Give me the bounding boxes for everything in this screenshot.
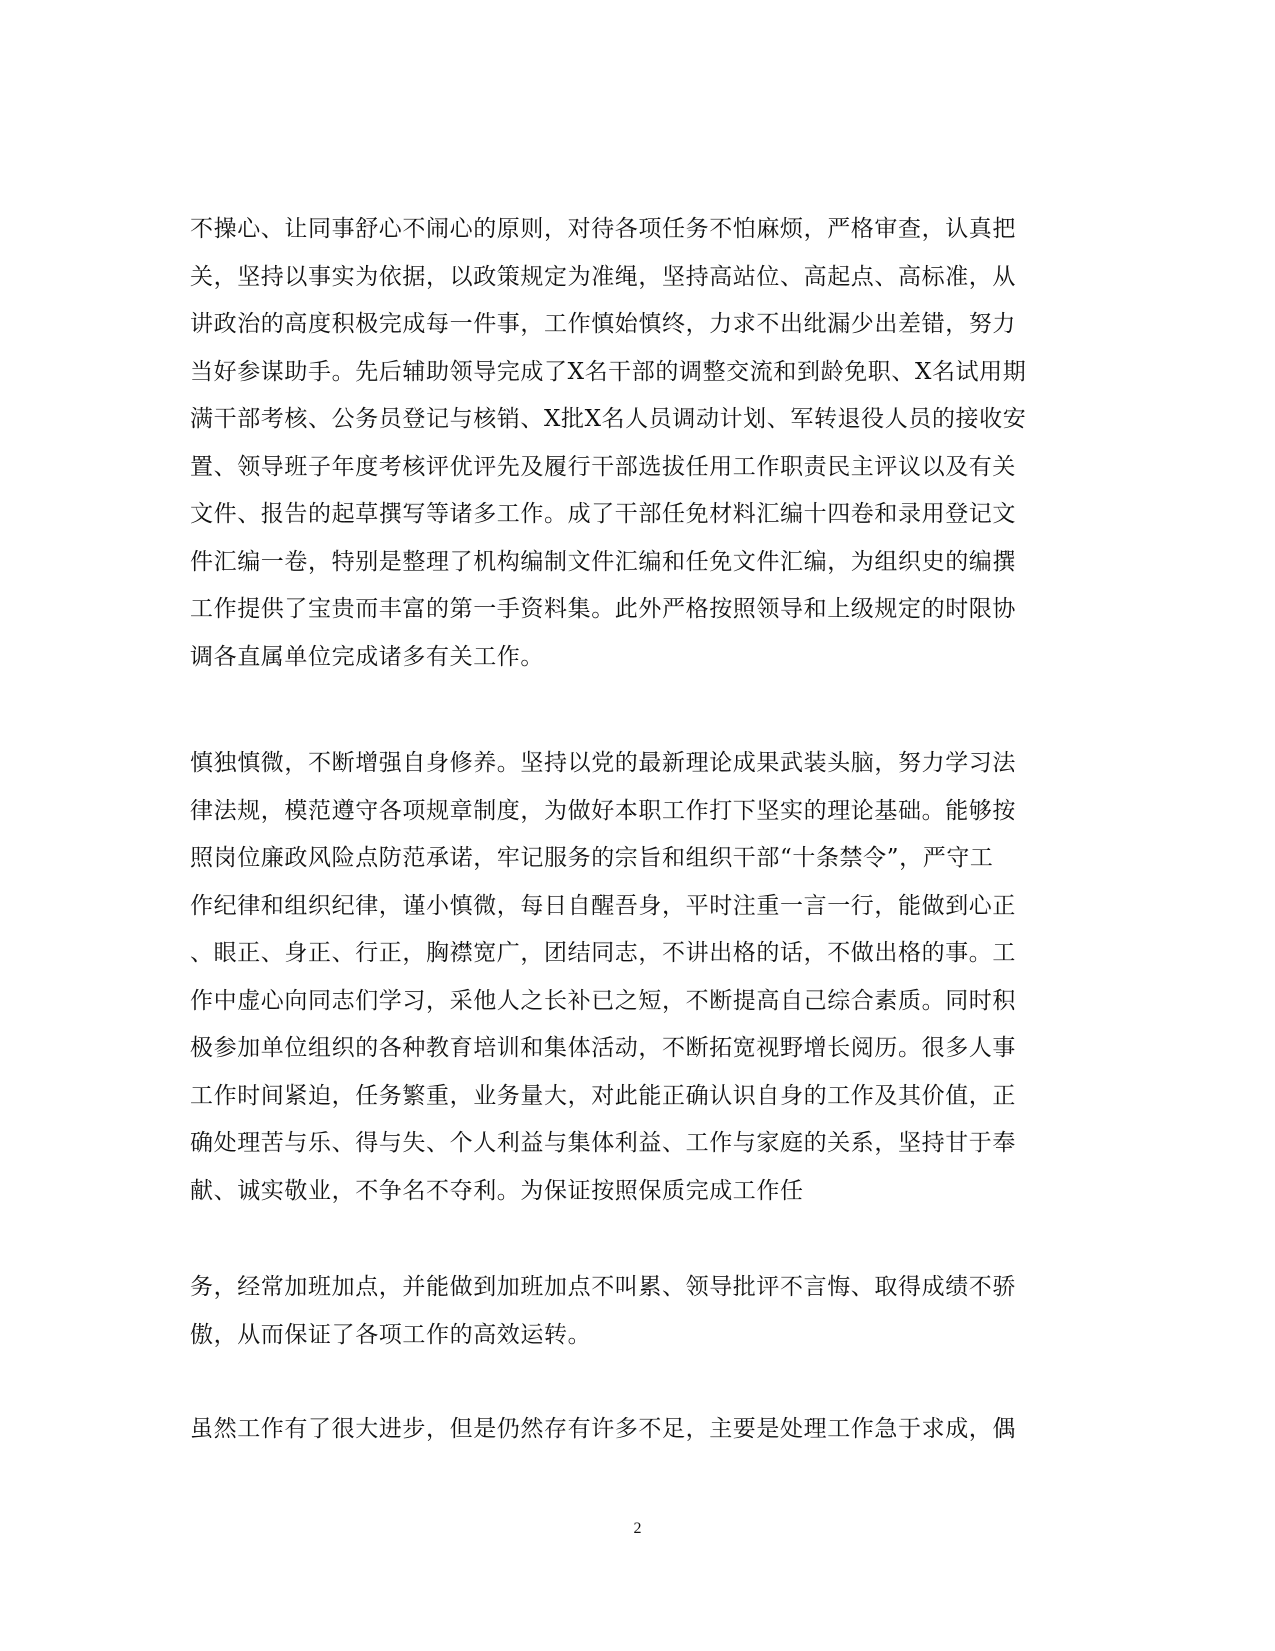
text-line: 慎独慎微，不断增强自身修养。坚持以党的最新理论成果武装头脑，努力学习法 — [190, 750, 1016, 776]
text-line: 极参加单位组织的各种教育培训和集体活动，不断拓宽视野增长阅历。很多人事 — [190, 1035, 1016, 1061]
text-line: 件汇编一卷，特别是整理了机构编制文件汇编和任免文件汇编，为组织史的编撰 — [190, 548, 1016, 575]
text-line: 确处理苦与乐、得与失、个人利益与集体利益、工作与家庭的关系，坚持甘于奉 — [190, 1130, 1016, 1156]
text-line: 不操心、让同事舒心不闹心的原则，对待各项任务不怕麻烦，严格审查，认真把 — [190, 216, 1016, 242]
text-line: 调各直属单位完成诸多有关工作。 — [190, 643, 544, 670]
text-line: 讲政治的高度积极完成每一件事，工作慎始慎终，力求不出纰漏少出差错，努力 — [190, 311, 1016, 337]
text-line: 工作时间紧迫，任务繁重，业务量大，对此能正确认识自身的工作及其价值，正 — [190, 1082, 1016, 1109]
paragraph-continuation — [190, 1264, 1070, 1359]
text-line: 文件、报告的起草撰写等诸多工作。成了干部任免材料汇编十四卷和录用登记文 — [190, 501, 1016, 527]
text-line: 当好参谋助手。先后辅助领导完成了X名干部的调整交流和到龄免职、X名试用期 — [190, 358, 1027, 385]
text-line: 作纪律和组织纪律，谨小慎微，每日自醒吾身，平时注重一言一行，能做到心正 — [190, 892, 1016, 919]
text-line: 虽然工作有了很大进步，但是仍然存有许多不足，主要是处理工作急于求成，偶 — [190, 1416, 1016, 1442]
text-line: 置、领导班子年度考核评优评先及履行干部选拔任用工作职责民主评议以及有关 — [190, 453, 1016, 480]
paragraph-work-duties — [190, 206, 1070, 681]
text-line: 作中虚心向同志们学习，采他人之长补已之短，不断提高自己综合素质。同时积 — [190, 987, 1016, 1014]
text-line: 务，经常加班加点，并能做到加班加点不叫累、领导批评不言悔、取得成绩不骄 — [190, 1274, 1016, 1300]
text-line: 关，坚持以事实为依据，以政策规定为准绳，坚持高站位、高起点、高标准，从 — [190, 263, 1016, 290]
text-line: 傲，从而保证了各项工作的高效运转。 — [190, 1321, 592, 1348]
text-line: 工作提供了宝贵而丰富的第一手资料集。此外严格按照领导和上级规定的时限协 — [190, 596, 1016, 622]
page-number: 2 — [633, 1520, 642, 1537]
text-line: 律法规，模范遵守各项规章制度，为做好本职工作打下坚实的理论基础。能够按 — [190, 797, 1016, 824]
paragraph-shortcomings — [190, 1406, 1070, 1454]
text-line: 照岗位廉政风险点防范承诺，牢记服务的宗旨和组织干部“十条禁令”，严守工 — [190, 845, 994, 871]
text-line: 满干部考核、公务员登记与核销、X批X名人员调动计划、军转退役人员的接收安 — [190, 406, 1027, 432]
paragraph-self-cultivation — [190, 740, 1070, 1215]
text-line: 献、诚实敬业，不争名不夺利。为保证按照保质完成工作任 — [190, 1177, 804, 1204]
text-line: 、眼正、身正、行正，胸襟宽广，团结同志，不讲出格的话，不做出格的事。工 — [190, 940, 1016, 966]
